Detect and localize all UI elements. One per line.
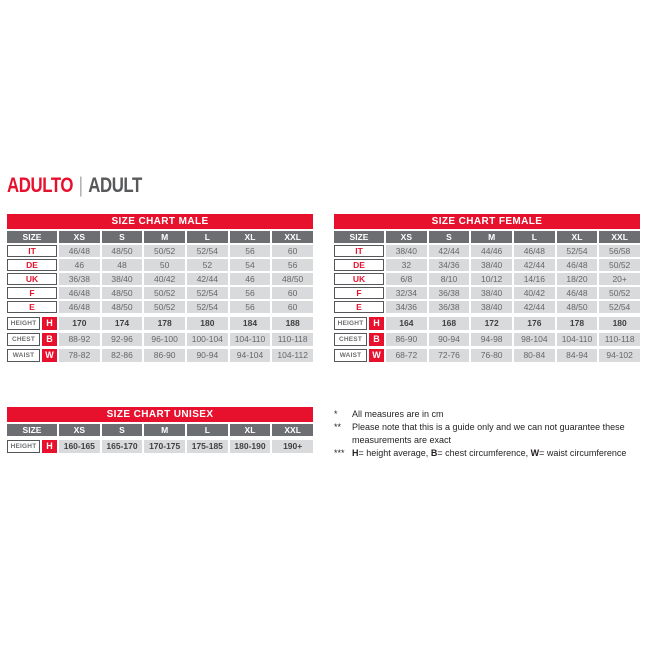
- measure-cell: 168: [429, 317, 470, 330]
- page-title-secondary: ADULT: [88, 174, 142, 197]
- size-cell: 52/54: [187, 287, 228, 299]
- size-row-label: F: [7, 287, 57, 299]
- page-title-primary: ADULTO: [7, 174, 74, 197]
- table-title-bar: SIZE CHART UNISEX: [7, 407, 313, 422]
- measure-cell: 92-96: [102, 333, 143, 346]
- column-header-cell: XL: [230, 424, 271, 436]
- table-title-bar: SIZE CHART MALE: [7, 214, 313, 229]
- measure-cell: 80-84: [514, 349, 555, 362]
- footnote-marker: **: [334, 422, 342, 432]
- measure-cell: 170: [59, 317, 100, 330]
- page-title-separator: |: [78, 174, 83, 197]
- measure-letter-badge: W: [42, 349, 57, 362]
- measure-cell: 178: [557, 317, 598, 330]
- measure-cell: 86-90: [386, 333, 427, 346]
- size-cell: 38/40: [471, 287, 512, 299]
- measure-cell: 94-104: [230, 349, 271, 362]
- size-row-label: DE: [334, 259, 384, 271]
- size-cell: 52/54: [557, 245, 598, 257]
- measure-cell: 90-94: [187, 349, 228, 362]
- size-cell: 34/36: [386, 301, 427, 313]
- size-header-cell: SIZE: [7, 231, 57, 243]
- measure-cell: 86-90: [144, 349, 185, 362]
- size-row-label: E: [334, 301, 384, 313]
- size-cell: 18/20: [557, 273, 598, 285]
- table-title-bar: SIZE CHART FEMALE: [334, 214, 640, 229]
- size-cell: 46/48: [557, 259, 598, 271]
- column-header-cell: M: [471, 231, 512, 243]
- measure-cell: 96-100: [144, 333, 185, 346]
- measure-label-box: CHEST: [334, 333, 367, 346]
- measure-cell: 180-190: [230, 440, 271, 453]
- size-cell: 52: [187, 259, 228, 271]
- footnote-text: [352, 408, 645, 421]
- size-cell: 42/44: [514, 259, 555, 271]
- column-header-cell: L: [187, 424, 228, 436]
- measure-cell: 104-110: [230, 333, 271, 346]
- size-cell: 46/48: [59, 287, 100, 299]
- size-cell: 50: [144, 259, 185, 271]
- measure-cell: 188: [272, 317, 313, 330]
- measure-label-box: HEIGHT: [7, 317, 40, 330]
- column-header-cell: XS: [386, 231, 427, 243]
- measure-label-box: HEIGHT: [334, 317, 367, 330]
- size-cell: 52/54: [599, 301, 640, 313]
- measure-cell: 165-170: [102, 440, 143, 453]
- size-cell: 34/36: [429, 259, 470, 271]
- measure-cell: 72-76: [429, 349, 470, 362]
- size-cell: 6/8: [386, 273, 427, 285]
- table-grid: [7, 231, 313, 313]
- size-cell: 44/46: [471, 245, 512, 257]
- column-header-cell: XXL: [272, 231, 313, 243]
- footnote-bold-term: H: [352, 448, 359, 458]
- size-cell: 48/50: [102, 301, 143, 313]
- measure-row-label: [334, 333, 384, 346]
- size-row-label: IT: [7, 245, 57, 257]
- column-header-cell: XS: [59, 424, 100, 436]
- size-cell: 56/58: [599, 245, 640, 257]
- measure-label-box: CHEST: [7, 333, 40, 346]
- size-cell: 48/50: [102, 287, 143, 299]
- measure-row-label: [7, 333, 57, 346]
- measure-cell: 110-118: [272, 333, 313, 346]
- measure-grid: [7, 440, 313, 453]
- measure-cell: 110-118: [599, 333, 640, 346]
- size-cell: 56: [272, 259, 313, 271]
- measure-cell: 190+: [272, 440, 313, 453]
- measure-cell: 184: [230, 317, 271, 330]
- column-header-cell: XXL: [272, 424, 313, 436]
- footnote-row: [334, 447, 645, 460]
- size-cell: 56: [230, 301, 271, 313]
- measure-letter-badge: H: [369, 317, 384, 330]
- footnote-segment: All measures are in cm: [352, 409, 444, 419]
- measure-cell: 170-175: [144, 440, 185, 453]
- column-header-cell: L: [514, 231, 555, 243]
- size-row-label: DE: [7, 259, 57, 271]
- measure-cell: 174: [102, 317, 143, 330]
- measure-letter-badge: H: [42, 317, 57, 330]
- size-row-label: E: [7, 301, 57, 313]
- size-cell: 52/54: [187, 301, 228, 313]
- measure-cell: 98-104: [514, 333, 555, 346]
- footnote-bold-term: W: [530, 448, 540, 458]
- size-cell: 38/40: [102, 273, 143, 285]
- size-chart-female-table: [334, 214, 640, 362]
- size-cell: 20+: [599, 273, 640, 285]
- size-cell: 42/44: [429, 245, 470, 257]
- size-header-cell: SIZE: [334, 231, 384, 243]
- measure-cell: 82-86: [102, 349, 143, 362]
- size-cell: 50/52: [144, 245, 185, 257]
- size-header-cell: SIZE: [7, 424, 57, 436]
- column-header-cell: XXL: [599, 231, 640, 243]
- measure-cell: 180: [187, 317, 228, 330]
- measure-cell: 175-185: [187, 440, 228, 453]
- size-cell: 40/42: [144, 273, 185, 285]
- column-header-cell: S: [429, 231, 470, 243]
- size-cell: 36/38: [429, 301, 470, 313]
- size-cell: 36/38: [429, 287, 470, 299]
- table-grid: [334, 231, 640, 313]
- size-cell: 56: [230, 245, 271, 257]
- footnote-text: [352, 421, 645, 447]
- column-header-cell: S: [102, 424, 143, 436]
- size-cell: 42/44: [187, 273, 228, 285]
- size-cell: 46: [59, 259, 100, 271]
- footnotes: [334, 408, 645, 460]
- measure-cell: 104-110: [557, 333, 598, 346]
- column-header-cell: M: [144, 231, 185, 243]
- measure-letter-badge: B: [369, 333, 384, 346]
- measure-cell: 100-104: [187, 333, 228, 346]
- size-cell: 8/10: [429, 273, 470, 285]
- size-cell: 46/48: [59, 245, 100, 257]
- column-header-cell: M: [144, 424, 185, 436]
- size-cell: 38/40: [386, 245, 427, 257]
- column-header-cell: L: [187, 231, 228, 243]
- measure-cell: 164: [386, 317, 427, 330]
- measure-cell: 68-72: [386, 349, 427, 362]
- table-grid: [7, 424, 313, 436]
- measure-cell: 94-102: [599, 349, 640, 362]
- footnote-segment: = chest circumference,: [437, 448, 531, 458]
- measure-grid: [7, 317, 313, 362]
- footnote-row: [334, 421, 645, 447]
- measure-cell: 180: [599, 317, 640, 330]
- size-cell: 48/50: [272, 273, 313, 285]
- size-chart-male-table: [7, 214, 313, 362]
- measure-row-label: [7, 349, 57, 362]
- footnote-row: [334, 408, 645, 421]
- footnote-segment: = height average,: [358, 448, 431, 458]
- size-cell: 60: [272, 301, 313, 313]
- footnote-segment: Please note that this is a guide only and we can not guarantee these measurements are exact: [352, 422, 625, 445]
- size-cell: 36/38: [59, 273, 100, 285]
- measure-cell: 178: [144, 317, 185, 330]
- footnote-text: [352, 447, 645, 460]
- size-cell: 32/34: [386, 287, 427, 299]
- size-cell: 50/52: [144, 287, 185, 299]
- measure-row-label: [7, 440, 57, 453]
- size-row-label: UK: [7, 273, 57, 285]
- footnote-marker: *: [334, 409, 338, 419]
- size-cell: 42/44: [514, 301, 555, 313]
- footnote-segment: = waist circumference: [539, 448, 627, 458]
- size-cell: 56: [230, 287, 271, 299]
- measure-row-label: [7, 317, 57, 330]
- measure-cell: 94-98: [471, 333, 512, 346]
- size-cell: 14/16: [514, 273, 555, 285]
- measure-cell: 160-165: [59, 440, 100, 453]
- column-header-cell: XL: [557, 231, 598, 243]
- measure-cell: 176: [514, 317, 555, 330]
- size-cell: 60: [272, 245, 313, 257]
- column-header-cell: XL: [230, 231, 271, 243]
- measure-cell: 84-94: [557, 349, 598, 362]
- size-cell: 52/54: [187, 245, 228, 257]
- measure-row-label: [334, 349, 384, 362]
- size-cell: 48/50: [102, 245, 143, 257]
- size-cell: 48/50: [557, 301, 598, 313]
- measure-grid: [334, 317, 640, 362]
- measure-cell: 78-82: [59, 349, 100, 362]
- measure-row-label: [334, 317, 384, 330]
- size-cell: 46: [230, 273, 271, 285]
- size-cell: 32: [386, 259, 427, 271]
- measure-label-box: WAIST: [7, 349, 40, 362]
- size-cell: 60: [272, 287, 313, 299]
- measure-cell: 88-92: [59, 333, 100, 346]
- size-cell: 50/52: [144, 301, 185, 313]
- size-chart-unisex-table: [7, 407, 313, 453]
- measure-label-box: WAIST: [334, 349, 367, 362]
- page-title: [7, 174, 142, 198]
- size-cell: 48: [102, 259, 143, 271]
- measure-letter-badge: B: [42, 333, 57, 346]
- size-cell: 38/40: [471, 301, 512, 313]
- size-cell: 50/52: [599, 287, 640, 299]
- measure-cell: 104-112: [272, 349, 313, 362]
- size-row-label: UK: [334, 273, 384, 285]
- size-row-label: F: [334, 287, 384, 299]
- size-cell: 40/42: [514, 287, 555, 299]
- column-header-cell: S: [102, 231, 143, 243]
- measure-cell: 76-80: [471, 349, 512, 362]
- measure-cell: 90-94: [429, 333, 470, 346]
- size-cell: 46/48: [514, 245, 555, 257]
- measure-letter-badge: H: [42, 440, 57, 453]
- footnote-marker: ***: [334, 448, 345, 458]
- size-cell: 38/40: [471, 259, 512, 271]
- size-cell: 50/52: [599, 259, 640, 271]
- size-cell: 46/48: [59, 301, 100, 313]
- footnote-bold-term: B: [430, 448, 438, 458]
- size-row-label: IT: [334, 245, 384, 257]
- measure-cell: 172: [471, 317, 512, 330]
- size-cell: 54: [230, 259, 271, 271]
- column-header-cell: XS: [59, 231, 100, 243]
- size-cell: 46/48: [557, 287, 598, 299]
- measure-letter-badge: W: [369, 349, 384, 362]
- size-cell: 10/12: [471, 273, 512, 285]
- measure-label-box: HEIGHT: [7, 440, 40, 453]
